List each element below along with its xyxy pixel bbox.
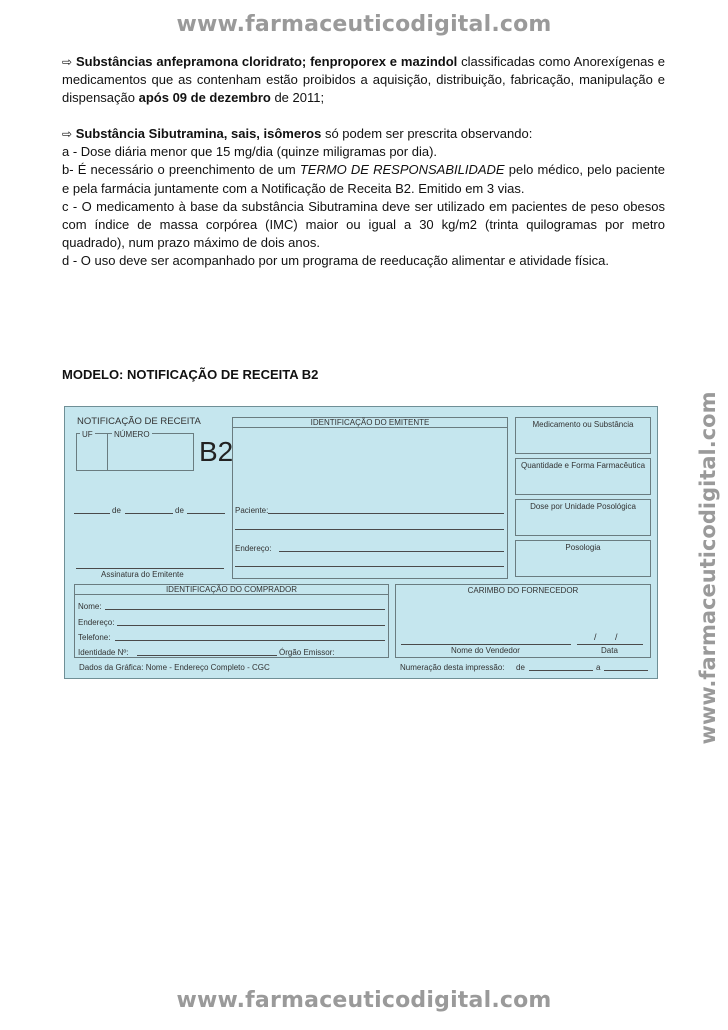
- item-b-italic: TERMO DE RESPONSABILIDADE: [299, 162, 505, 178]
- data-line: [577, 644, 643, 645]
- telefone-line: [115, 640, 385, 641]
- item-b-text: b- É necessário o preenchimento de um: [62, 162, 300, 178]
- para1-text-end: de 2011;: [270, 90, 325, 106]
- form-title: NOTIFICAÇÃO DE RECEITA: [77, 416, 201, 427]
- nome-vendedor-label: Nome do Vendedor: [451, 646, 520, 655]
- arrow-icon: ⇨: [62, 127, 73, 141]
- model-title: MODELO: NOTIFICAÇÃO DE RECEITA B2: [62, 367, 319, 382]
- date-slashes: / /: [594, 632, 626, 642]
- item-b-text-end: pelo médico, pelo paciente e pela farmácia juntamente com a Notificação de Receita B2. Emitido em 3 vias.: [62, 162, 665, 196]
- endereco-label: Endereço:: [235, 544, 272, 553]
- vendedor-line: [401, 644, 571, 645]
- watermark-bottom: www.farmaceuticodigital.com: [176, 988, 552, 1013]
- date-line-3: [187, 513, 225, 514]
- endereco-line-2: [235, 566, 504, 567]
- comprador-title: IDENTIFICAÇÃO DO COMPRADOR: [165, 585, 298, 594]
- date-de-1: de: [112, 506, 121, 515]
- uf-label: UF: [82, 430, 93, 439]
- item-d: d - O uso deve ser acompanhado por um programa de reeducação alimentar e atividade física.: [62, 253, 610, 269]
- watermark-side: www.farmaceuticodigital.com: [696, 391, 720, 745]
- telefone-label: Telefone:: [78, 633, 111, 642]
- paragraph-anorexigenos: [62, 53, 665, 108]
- item-c: c - O medicamento à base da substância Sibutramina deve ser utilizado em pacientes de peso obesos com índice de massa corpórea (IMC) maior ou igual a 30 kg/m2 (trinta quilogramas por metro quadrado), num prazo máximo de dois anos.: [62, 198, 665, 251]
- paragraph-sibutramina: [62, 125, 665, 271]
- numeracao-a: a: [596, 663, 601, 672]
- carimbo-title: CARIMBO DO FORNECEDOR: [467, 586, 579, 595]
- para1-text: classificadas como Anorexígenas e medicamentos que as contenham estão proibidos a aquisição, distribuição, fabricação, manipulação e dispensação: [62, 54, 666, 106]
- paciente-label: Paciente:: [235, 506, 269, 515]
- item-b: [62, 161, 665, 197]
- paciente-line-2: [235, 529, 504, 530]
- item-a: a - Dose diária menor que 15 mg/dia (quinze miligramas por dia).: [62, 144, 438, 160]
- date-line-1: [74, 513, 110, 514]
- nome-label: Nome:: [78, 602, 102, 611]
- orgao-label: Órgão Emissor:: [279, 648, 335, 657]
- arrow-icon: ⇨: [62, 55, 73, 69]
- dose-label: Dose por Unidade Posológica: [530, 502, 636, 511]
- identidade-line: [137, 655, 277, 656]
- b2-code: B2: [199, 436, 234, 467]
- para1-bold-substances: Substâncias anfepramona cloridrato; fenproporex e mazindol: [75, 54, 458, 69]
- para1-bold-date: após 09 de dezembro: [138, 90, 271, 106]
- numeracao-line-2: [604, 670, 648, 671]
- nome-line: [105, 609, 385, 610]
- para2-bold-substance: Substância Sibutramina, sais, isômeros: [75, 126, 322, 141]
- emitente-box: [232, 417, 508, 579]
- quantidade-label: Quantidade e Forma Farmacêutica: [520, 461, 646, 470]
- signature-line: [76, 568, 224, 569]
- numero-label: NÚMERO: [114, 430, 150, 439]
- data-label: Data: [601, 646, 618, 655]
- paciente-line: [268, 513, 504, 514]
- identidade-label: Identidade Nº:: [78, 648, 129, 657]
- medicamento-label: Medicamento ou Substância: [532, 420, 634, 429]
- numeracao-line-1: [529, 670, 593, 671]
- assinatura-label: Assinatura do Emitente: [101, 570, 184, 579]
- posologia-label: Posologia: [565, 543, 601, 552]
- endereco-comprador-label: Endereço:: [78, 618, 115, 627]
- date-line-2: [125, 513, 173, 514]
- comprador-box: [74, 584, 389, 658]
- endereco-comprador-line: [117, 625, 385, 626]
- numeracao-label: Numeração desta impressão:: [400, 663, 505, 672]
- watermark-top: www.farmaceuticodigital.com: [176, 12, 552, 37]
- date-de-2: de: [175, 506, 184, 515]
- emitente-title: IDENTIFICAÇÃO DO EMITENTE: [310, 418, 430, 427]
- endereco-line: [279, 551, 504, 552]
- grafica-label: Dados da Gráfica: Nome - Endereço Completo - CGC: [79, 663, 270, 672]
- numeracao-de: de: [516, 663, 525, 672]
- receita-b2-form: [64, 406, 658, 679]
- para2-text: só podem ser prescrita observando:: [321, 126, 533, 141]
